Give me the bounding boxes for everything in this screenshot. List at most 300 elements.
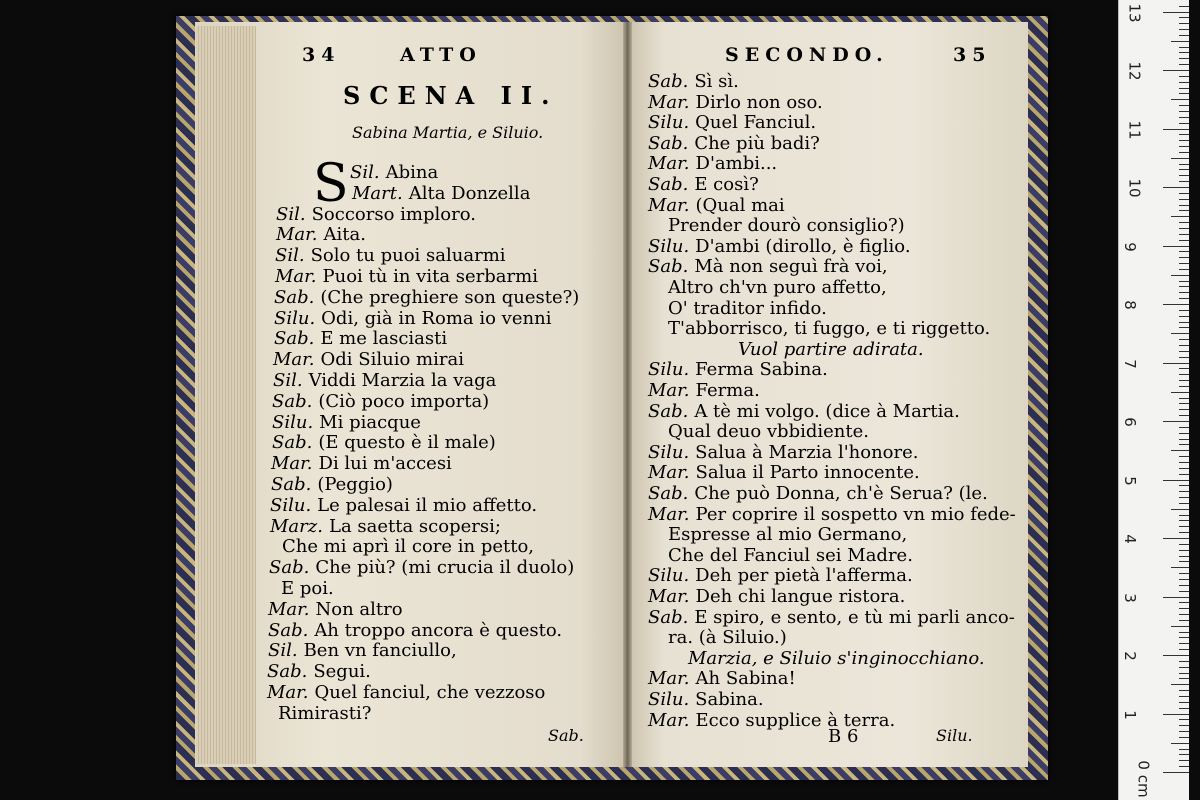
- ruler-tick: [1171, 216, 1189, 217]
- line-text: Non altro: [315, 598, 403, 620]
- text-line: [274, 307, 552, 329]
- ruler-tick: [1179, 146, 1189, 147]
- ruler-tick: [1179, 544, 1189, 545]
- ruler-tick: [1163, 597, 1189, 598]
- speaker-label: Sab.: [272, 390, 313, 412]
- speaker-label: Marz.: [270, 515, 323, 537]
- text-line: [668, 320, 990, 338]
- line-text: Salua il Parto innocente.: [695, 462, 920, 484]
- speaker-label: Sab.: [648, 256, 689, 278]
- text-line: [648, 503, 1016, 525]
- line-text: D'ambi...: [695, 153, 778, 175]
- line-text: Rimirasti?: [278, 702, 372, 724]
- text-line: [688, 647, 985, 669]
- line-text: O' traditor infido.: [668, 297, 827, 319]
- ruler-tick: [1179, 462, 1189, 463]
- ruler-tick: [1163, 70, 1189, 71]
- line-text: A tè mi volgo. (dice à Martia.: [694, 400, 960, 422]
- ruler-tick: [1179, 667, 1189, 668]
- text-line: [648, 361, 828, 379]
- ruler-tick: [1179, 374, 1189, 375]
- ruler-tick: [1179, 23, 1189, 24]
- text-line: [668, 544, 913, 566]
- ruler-tick: [1179, 327, 1189, 328]
- text-line: [648, 235, 911, 257]
- ruler-tick: [1179, 579, 1189, 580]
- ruler-tick: [1163, 714, 1189, 715]
- text-line: [268, 619, 563, 641]
- text-line: [668, 297, 827, 319]
- speaker-label: Sab.: [271, 474, 312, 495]
- ruler-tick: [1179, 427, 1189, 428]
- ruler-tick: [1179, 281, 1189, 282]
- ruler-tick: [1179, 403, 1189, 404]
- text-line: [350, 164, 438, 182]
- ruler-tick: [1179, 602, 1189, 603]
- speaker-label: Mar.: [268, 598, 310, 620]
- ruler-tick: [1179, 526, 1189, 527]
- line-text: Puoi tù in vita serbarmi: [322, 266, 538, 287]
- ruler-tick: [1179, 251, 1189, 252]
- text-line: [271, 455, 452, 473]
- line-text: Ecco supplice à terra.: [695, 709, 896, 731]
- speaker-label: Mar.: [648, 668, 690, 690]
- ruler-tick: [1179, 6, 1189, 7]
- line-text: Sì sì.: [694, 71, 739, 92]
- line-text: Alta Donzella: [408, 182, 531, 204]
- ruler-tick: [1179, 175, 1189, 176]
- text-line: [668, 423, 869, 441]
- speaker-label: Mar.: [648, 709, 690, 731]
- ruler-tick: [1179, 678, 1189, 679]
- ruler-tick: [1179, 608, 1189, 609]
- ruler-tick: [1179, 444, 1189, 445]
- ruler-tick: [1179, 240, 1189, 241]
- ruler-tick: [1179, 292, 1189, 293]
- line-text: Deh per pietà l'afferma.: [695, 565, 913, 587]
- ruler-tick: [1179, 88, 1189, 89]
- line-text: Che più? (mi crucia il duolo): [315, 557, 575, 579]
- line-text: E così?: [694, 174, 759, 195]
- page-edges: [196, 26, 256, 764]
- ruler-tick: [1179, 310, 1189, 311]
- ruler-tick: [1179, 532, 1189, 533]
- text-line: [648, 588, 905, 606]
- line-text: Dirlo non oso.: [695, 91, 823, 113]
- book-gutter: [623, 22, 632, 767]
- ruler-tick: [1179, 193, 1189, 194]
- ruler-tick: [1179, 140, 1189, 141]
- speaker-label: Mar.: [648, 153, 690, 175]
- text-line: [275, 247, 506, 265]
- line-text: E spiro, e sento, e tù mi parli anco-: [694, 606, 1015, 628]
- line-text: Aita.: [323, 224, 366, 246]
- line-text: Per coprire il sospetto vn mio fede-: [695, 503, 1016, 525]
- ruler-tick: [1179, 702, 1189, 703]
- ruler-number: 10: [1125, 178, 1144, 198]
- ruler-tick: [1179, 47, 1189, 48]
- text-line: [272, 434, 496, 452]
- speaker-label: Mar.: [276, 224, 318, 246]
- ruler-tick: [1179, 164, 1189, 165]
- text-line: [648, 464, 920, 482]
- speaker-label: Mar.: [275, 266, 317, 287]
- ruler-number: 7: [1120, 358, 1139, 369]
- ruler-number: 3: [1120, 592, 1139, 603]
- text-line: [648, 382, 760, 400]
- ruler-tick: [1179, 415, 1189, 416]
- right-running-head: SECONDO.: [725, 44, 889, 66]
- text-line: [273, 372, 496, 390]
- speaker-label: Sab.: [648, 400, 689, 422]
- line-text: Espresse al mio Germano,: [668, 524, 908, 546]
- speaker-label: Silu.: [648, 441, 690, 463]
- ruler-tick: [1179, 573, 1189, 574]
- line-text: Che del Fanciul sei Madre.: [668, 544, 913, 566]
- text-line: [267, 684, 545, 702]
- ruler-tick: [1171, 509, 1189, 510]
- ruler-tick: [1179, 485, 1189, 486]
- ruler-tick: [1171, 275, 1189, 276]
- ruler-tick: [1179, 468, 1189, 469]
- line-text: Odi, già in Roma io venni: [321, 307, 552, 329]
- ruler-tick: [1179, 620, 1189, 621]
- ruler-tick: [1179, 556, 1189, 557]
- left-catchword: Sab.: [548, 726, 584, 745]
- ruler-tick: [1179, 515, 1189, 516]
- speaker-label: Mar.: [648, 380, 690, 401]
- ruler-tick: [1179, 35, 1189, 36]
- ruler-number: 6: [1120, 417, 1139, 427]
- line-text: Prender dourò consiglio?): [668, 215, 905, 237]
- ruler-tick: [1179, 520, 1189, 521]
- text-line: [648, 155, 777, 173]
- text-line: [648, 91, 823, 113]
- speaker-label: Mart.: [352, 182, 403, 204]
- text-line: [648, 606, 1015, 628]
- ruler-tick: [1179, 339, 1189, 340]
- text-line: [268, 642, 457, 660]
- speaker-label: Sab.: [648, 483, 689, 504]
- ruler-tick: [1179, 725, 1189, 726]
- left-page-number: 34: [302, 44, 341, 66]
- speaker-label: Sab.: [648, 606, 689, 628]
- line-text: T'abborrisco, ti fuggo, e ti riggetto.: [668, 318, 991, 340]
- text-line: [271, 476, 393, 494]
- line-text: Soccorso imploro.: [311, 203, 476, 225]
- ruler-number: 1: [1120, 709, 1139, 720]
- ruler-tick: [1179, 105, 1189, 106]
- speaker-label: Mar.: [648, 503, 690, 525]
- speaker-label: Sil.: [276, 203, 306, 225]
- ruler-tick: [1179, 708, 1189, 709]
- line-text: Viddi Marzia la vaga: [308, 370, 497, 391]
- speaker-label: Mar.: [267, 682, 309, 703]
- text-line: [274, 286, 580, 308]
- text-line: [648, 400, 960, 422]
- ruler-tick: [1179, 474, 1189, 475]
- ruler-number: 9: [1120, 241, 1139, 252]
- ruler-tick: [1179, 263, 1189, 264]
- right-catchword: Silu.: [936, 726, 973, 745]
- line-text: E poi.: [281, 578, 334, 599]
- scene-title: SCENA II.: [343, 81, 559, 110]
- speaker-label: Sab.: [274, 328, 315, 350]
- line-text: Ferma Sabina.: [695, 359, 828, 381]
- text-line: [648, 670, 796, 688]
- drop-cap: S: [313, 154, 349, 214]
- ruler-tick: [1163, 772, 1189, 773]
- ruler-tick: [1179, 754, 1189, 755]
- line-text: (Peggio): [317, 474, 393, 495]
- ruler-tick: [1171, 743, 1189, 744]
- line-text: (Che preghiere son queste?): [320, 286, 580, 308]
- ruler-number: 12: [1125, 61, 1144, 81]
- text-line: [274, 330, 447, 348]
- text-line: [270, 515, 501, 537]
- line-text: E me lasciasti: [320, 328, 448, 350]
- ruler-tick: [1179, 298, 1189, 299]
- speaker-label: Silu.: [270, 494, 312, 516]
- ruler-tick: [1179, 234, 1189, 235]
- ruler-tick: [1179, 52, 1189, 53]
- speaker-label: Sil.: [268, 640, 298, 662]
- text-line: [352, 182, 531, 204]
- ruler-number: 13: [1125, 2, 1144, 23]
- signature-mark: B 6: [828, 726, 859, 747]
- ruler-tick: [1179, 228, 1189, 229]
- ruler-tick: [1179, 632, 1189, 633]
- text-line: [648, 441, 919, 463]
- ruler-tick: [1179, 210, 1189, 211]
- ruler-tick: [1179, 491, 1189, 492]
- ruler-tick: [1179, 591, 1189, 592]
- ruler-tick: [1179, 345, 1189, 346]
- line-text: Quel fanciul, che vezzoso: [314, 682, 546, 703]
- line-text: Segui.: [313, 661, 371, 683]
- ruler-number: 2: [1120, 651, 1139, 661]
- ruler-tick: [1179, 550, 1189, 551]
- ruler-tick: [1179, 561, 1189, 562]
- ruler-tick: [1179, 409, 1189, 410]
- text-line: [276, 226, 366, 244]
- ruler-tick: [1179, 152, 1189, 153]
- text-line: [668, 526, 907, 544]
- line-text: ra. (à Siluio.): [668, 627, 787, 649]
- line-text: D'ambi (dirollo, è figlio.: [695, 235, 911, 257]
- speaker-label: Sab.: [274, 286, 315, 308]
- text-line: [648, 485, 988, 503]
- speaker-label: Mar.: [648, 194, 690, 216]
- ruler-tick: [1179, 64, 1189, 65]
- ruler-tick: [1179, 117, 1189, 118]
- ruler-tick: [1179, 696, 1189, 697]
- ruler-tick: [1179, 199, 1189, 200]
- ruler-tick: [1163, 655, 1189, 656]
- speaker-label: Sil.: [275, 245, 305, 267]
- ruler-tick: [1171, 684, 1189, 685]
- speaker-label: Sab.: [267, 661, 308, 683]
- speaker-label: Sil.: [273, 370, 303, 391]
- ruler-unit-label: 0 cm: [1134, 760, 1153, 798]
- ruler-tick: [1171, 41, 1189, 42]
- ruler-tick: [1179, 181, 1189, 182]
- speaker-label: Sab.: [268, 619, 309, 641]
- ruler-tick: [1179, 456, 1189, 457]
- text-line: [281, 580, 334, 598]
- ruler-number: 5: [1120, 475, 1139, 486]
- ruler-tick: [1163, 363, 1189, 364]
- line-text: Solo tu puoi saluarmi: [310, 245, 506, 267]
- line-text: Sabina.: [695, 689, 764, 710]
- character-list: Sabina Martia, e Siluio.: [352, 123, 544, 142]
- line-text: Che più badi?: [694, 132, 820, 154]
- line-text: Ah troppo ancora è questo.: [314, 619, 563, 641]
- text-line: [267, 663, 371, 681]
- ruler-tick: [1179, 737, 1189, 738]
- ruler-tick: [1179, 82, 1189, 83]
- ruler-tick: [1163, 304, 1189, 305]
- text-line: [648, 691, 764, 709]
- ruler-tick: [1179, 322, 1189, 323]
- ruler-tick: [1179, 760, 1189, 761]
- speaker-label: Sab.: [272, 432, 313, 454]
- speaker-label: Sab.: [648, 132, 689, 154]
- ruler-tick: [1163, 538, 1189, 539]
- ruler-tick: [1179, 205, 1189, 206]
- text-line: [648, 114, 816, 132]
- speaker-label: Mar.: [271, 453, 313, 475]
- text-line: [273, 351, 464, 369]
- line-text: Salua à Marzia l'honore.: [695, 441, 919, 463]
- ruler-tick: [1179, 386, 1189, 387]
- text-line: [269, 559, 574, 577]
- line-text: Odi Siluio mirai: [320, 349, 464, 371]
- line-text: Marzia, e Siluio s'inginocchiano.: [688, 647, 985, 669]
- line-text: Altro ch'vn puro affetto,: [668, 277, 887, 298]
- ruler-tick: [1179, 614, 1189, 615]
- line-text: Deh chi langue ristora.: [695, 586, 906, 607]
- ruler-tick: [1179, 439, 1189, 440]
- ruler-tick: [1179, 351, 1189, 352]
- ruler-tick: [1179, 497, 1189, 498]
- speaker-label: Sil.: [350, 162, 380, 183]
- text-line: [278, 702, 372, 724]
- ruler-tick: [1179, 357, 1189, 358]
- text-line: [668, 217, 905, 235]
- right-page-number: 35: [953, 44, 992, 66]
- ruler-tick: [1179, 673, 1189, 674]
- text-line: [648, 194, 785, 216]
- text-line: [648, 73, 739, 91]
- ruler-tick: [1179, 134, 1189, 135]
- ruler-tick: [1179, 585, 1189, 586]
- line-text: Ferma.: [695, 380, 760, 401]
- ruler-tick: [1179, 398, 1189, 399]
- text-line: [270, 494, 538, 516]
- ruler-tick: [1179, 643, 1189, 644]
- ruler-tick: [1179, 169, 1189, 170]
- line-text: Abina: [385, 162, 439, 183]
- text-line: [272, 390, 490, 412]
- line-text: La saetta scopersi;: [328, 515, 501, 537]
- text-line: [648, 567, 913, 585]
- line-text: (Qual mai: [695, 194, 785, 216]
- line-text: Quel Fanciul.: [695, 112, 817, 134]
- ruler-tick: [1179, 269, 1189, 270]
- text-line: [648, 132, 820, 154]
- ruler-tick: [1179, 93, 1189, 94]
- text-line: [738, 338, 924, 360]
- ruler-tick: [1179, 368, 1189, 369]
- line-text: Le palesai il mio affetto.: [317, 494, 538, 516]
- text-line: [648, 176, 759, 194]
- text-line: [668, 279, 887, 297]
- text-line: [648, 258, 888, 276]
- speaker-label: Silu.: [648, 689, 690, 710]
- ruler-tick: [1171, 626, 1189, 627]
- ruler-tick: [1179, 649, 1189, 650]
- line-text: Qual deuo vbbidiente.: [668, 421, 869, 443]
- line-text: Mà non seguì frà voi,: [694, 256, 888, 278]
- speaker-label: Mar.: [273, 349, 315, 371]
- text-line: [275, 268, 538, 286]
- line-text: Di lui m'accesi: [318, 453, 452, 475]
- speaker-label: Silu.: [648, 565, 690, 587]
- ruler-tick: [1179, 111, 1189, 112]
- ruler-tick: [1171, 333, 1189, 334]
- ruler-tick: [1179, 690, 1189, 691]
- ruler-tick: [1171, 450, 1189, 451]
- left-running-head: ATTO: [400, 44, 482, 66]
- speaker-label: Mar.: [648, 586, 690, 607]
- ruler-number: 8: [1120, 300, 1139, 310]
- speaker-label: Sab.: [269, 557, 310, 579]
- ruler-tick: [1171, 158, 1189, 159]
- speaker-label: Silu.: [272, 411, 314, 433]
- ruler-tick: [1163, 129, 1189, 130]
- ruler-tick: [1179, 380, 1189, 381]
- ruler-tick: [1171, 99, 1189, 100]
- ruler-tick: [1179, 316, 1189, 317]
- ruler-tick: [1179, 433, 1189, 434]
- ruler-tick: [1179, 503, 1189, 504]
- ruler-tick: [1179, 637, 1189, 638]
- speaker-label: Sab.: [648, 71, 689, 92]
- text-line: [282, 538, 534, 556]
- ruler-tick: [1163, 187, 1189, 188]
- ruler-tick: [1179, 76, 1189, 77]
- line-text: Che mi aprì il core in petto,: [282, 536, 535, 558]
- ruler-tick: [1179, 17, 1189, 18]
- ruler-tick: [1179, 719, 1189, 720]
- ruler-tick: [1179, 661, 1189, 662]
- ruler-tick: [1179, 766, 1189, 767]
- speaker-label: Silu.: [274, 307, 316, 329]
- line-text: Ben vn fanciullo,: [303, 640, 457, 662]
- speaker-label: Silu.: [648, 359, 690, 381]
- ruler-tick: [1179, 257, 1189, 258]
- ruler-tick: [1163, 480, 1189, 481]
- text-line: [272, 411, 421, 433]
- line-text: Vuol partire adirata.: [738, 338, 924, 360]
- ruler-tick: [1163, 421, 1189, 422]
- line-text: Ah Sabina!: [695, 668, 796, 690]
- line-text: Mi piacque: [319, 411, 421, 433]
- ruler-tick: [1179, 58, 1189, 59]
- line-text: Che può Donna, ch'è Serua? (le.: [694, 483, 988, 504]
- ruler-tick: [1179, 731, 1189, 732]
